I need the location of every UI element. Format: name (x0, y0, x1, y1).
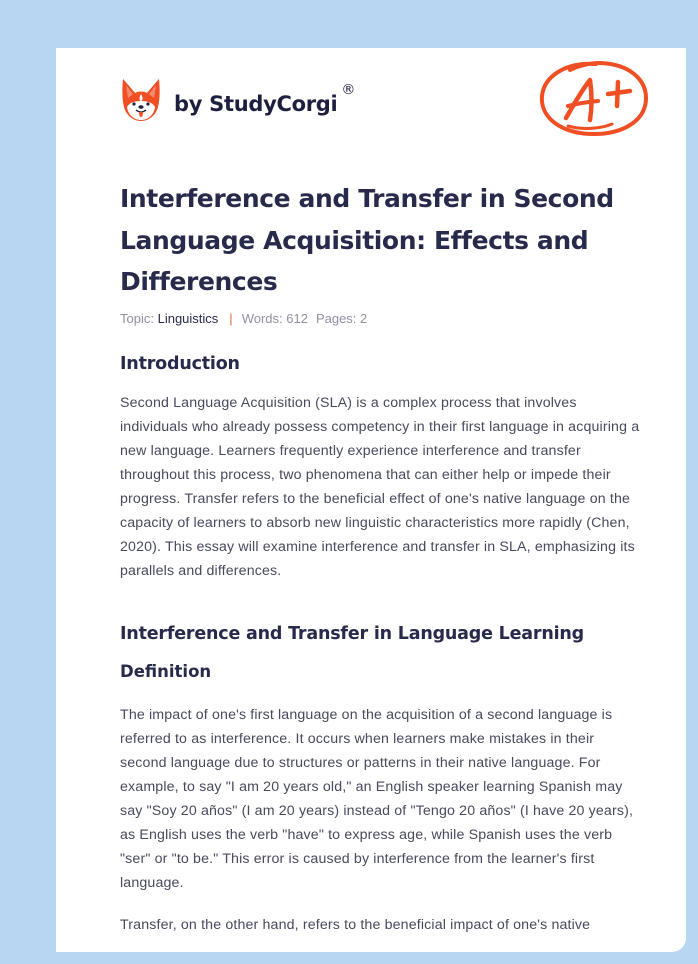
topic-label: Topic: (120, 311, 154, 326)
topic-link[interactable]: Linguistics (157, 311, 219, 326)
article-title: Interference and Transfer in Second Language Acquisition: Effects and Differences (120, 184, 614, 296)
registered-mark: ® (341, 82, 356, 98)
subheading-definition: Definition (120, 662, 212, 681)
transfer-paragraph: Transfer, on the other hand, refers to the beneficial impact of one's native (120, 917, 591, 933)
section-heading-interference-transfer: Interference and Transfer in Language Learning (120, 624, 584, 644)
a-plus-grade-icon (538, 58, 650, 140)
section-heading-introduction: Introduction (120, 354, 240, 374)
definition-paragraph: The impact of one's first language on the acquisition of a second language is referred to as interference. It occurs when learners make mistakes in their second language due to structures or patterns in their native language. For example, to say "I am 20 years old," an English speaker learning Spanish may say "Soy 20 años" (I am 20 years) instead of "Tengo 20 años" (I have 20 years), as English uses the verb "have" to express age, while Spanish uses the verb "ser" or "to be." This error is caused by interference from the learner's first language. (120, 707, 634, 891)
article-card (56, 48, 686, 952)
article-meta (120, 311, 367, 326)
brand-name: by StudyCorgi (174, 92, 338, 116)
page-count: Pages: 2 (315, 311, 368, 326)
corgi-logo-icon (120, 77, 162, 123)
meta-separator: | (229, 311, 233, 326)
introduction-paragraph: Second Language Acquisition (SLA) is a complex process that involves individuals who already possess competency in their first language in acquiring a new language. Learners frequently experience interference and transfer throughout this process, two phenomena that can either help or impede their progress. Transfer refers to the beneficial effect of one's native language on the capacity of learners to absorb new linguistic characteristics more rapidly (Chen, 2020). This essay will examine interference and transfer in SLA, emphasizing its parallels and differences. (120, 395, 640, 579)
brand-logo[interactable] (120, 76, 356, 124)
word-count: Words: 612 (241, 311, 308, 326)
